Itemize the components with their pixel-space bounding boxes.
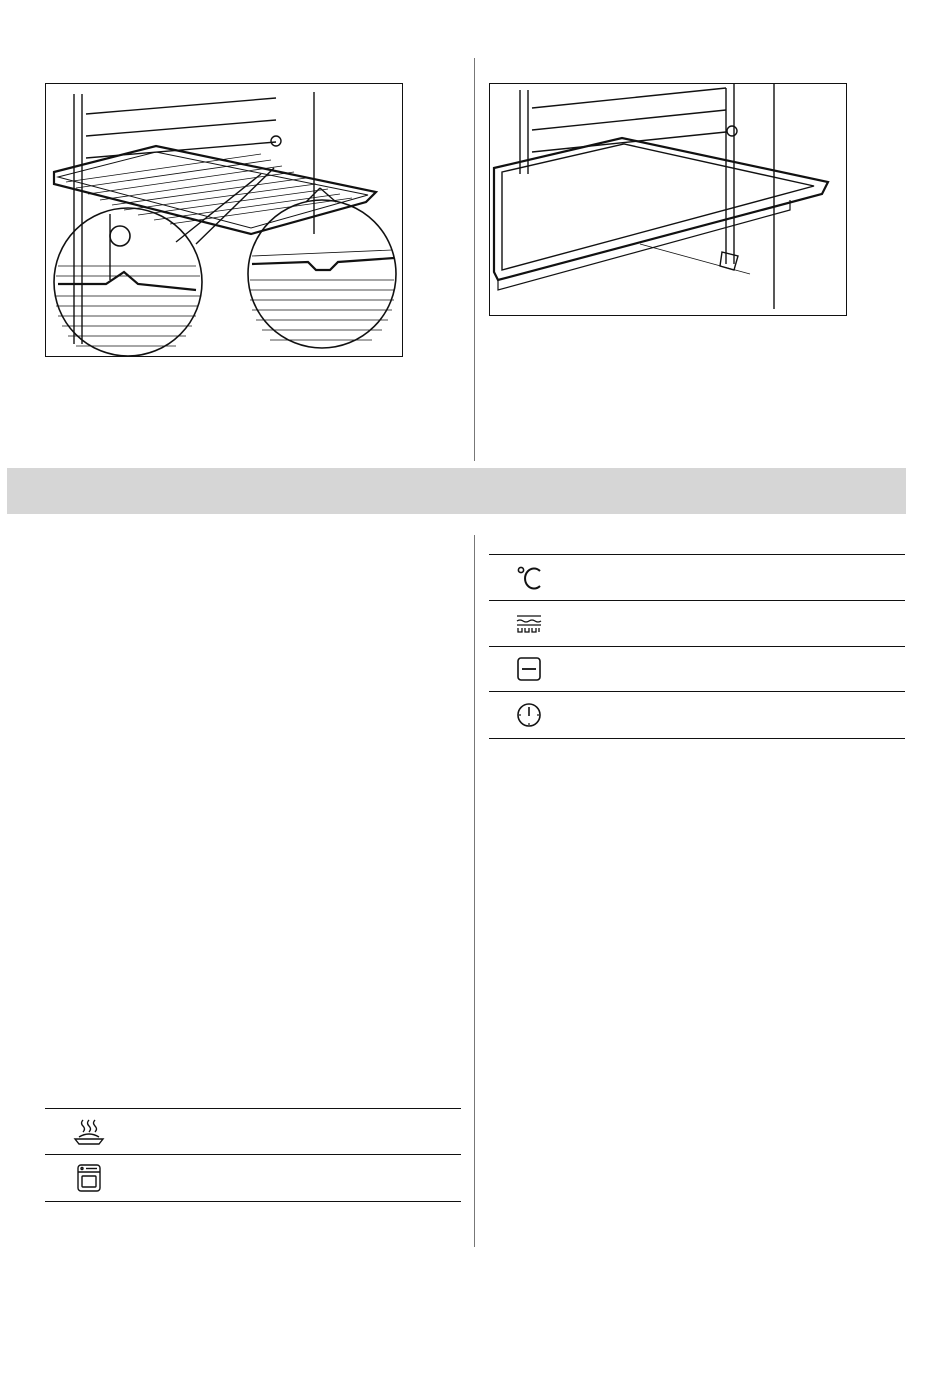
symbols-table-right [489,554,905,739]
column-separator-bottom [474,535,475,1247]
minus-box-icon [511,647,547,692]
oven-icon [69,1155,109,1201]
section-header-band [7,468,906,514]
steam-dish-icon [69,1109,109,1155]
table-row [489,647,905,692]
table-row [45,1109,461,1155]
shelf-illustration [45,83,403,357]
shelf-illustration-svg [46,84,402,356]
clock-icon [511,692,547,738]
celsius-icon [511,555,547,601]
table-row [489,601,905,647]
table-row [489,692,905,738]
tray-illustration-svg [490,84,846,315]
column-separator-top [474,58,475,461]
symbols-table-left [45,1108,461,1202]
table-row [45,1155,461,1201]
heater-icon [511,601,547,647]
table-row [489,555,905,601]
tray-illustration [489,83,847,316]
